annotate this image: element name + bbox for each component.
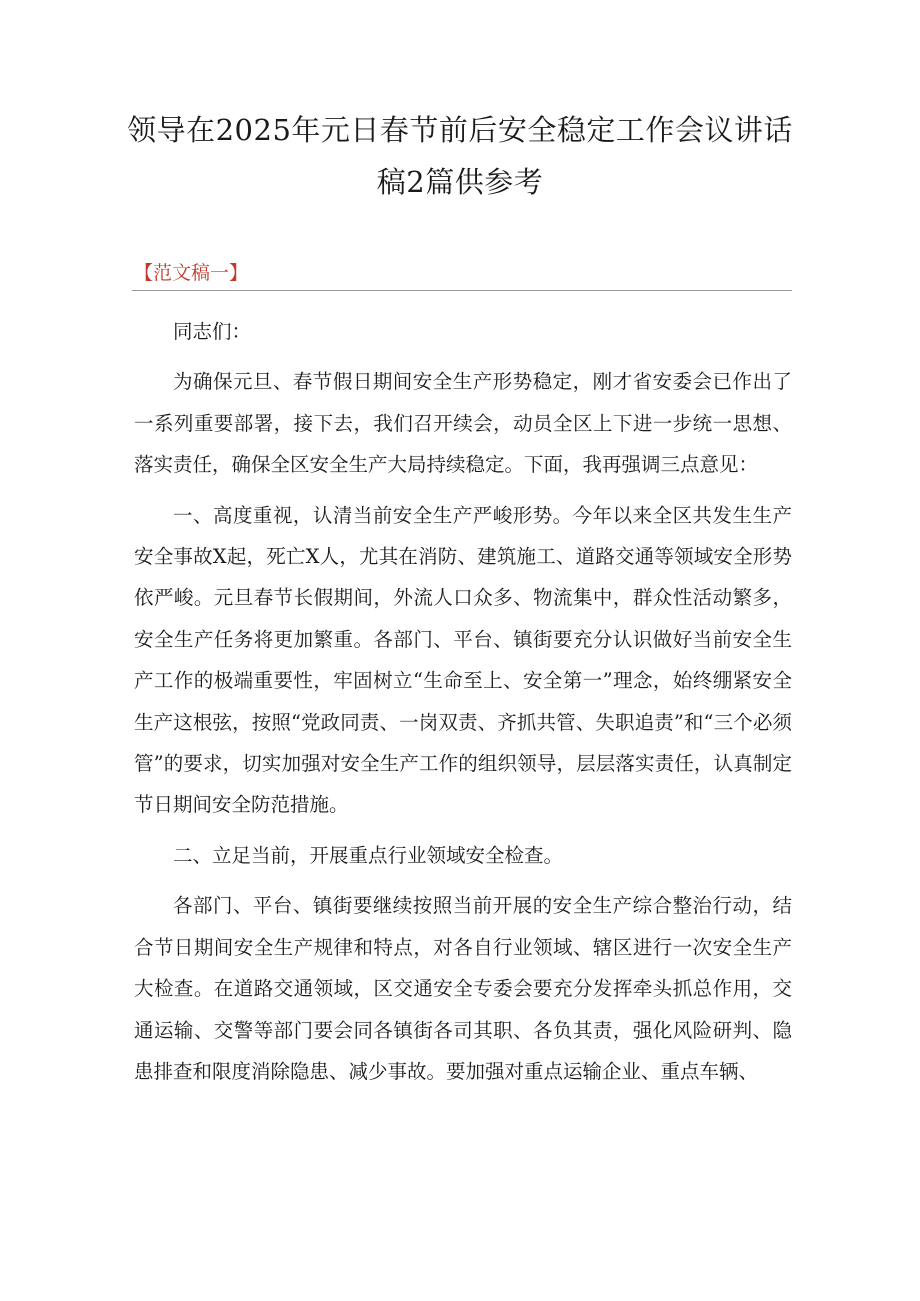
document-body xyxy=(134,311,792,1092)
section-label: 【范文稿一】 xyxy=(134,262,249,284)
paragraph-point-two-heading: 二、立足当前，开展重点行业领域安全检查。 xyxy=(173,843,564,867)
paragraph-intro: 为确保元旦、春节假日期间安全生产形势稳定，刚才省安委会已作出了一系列重要部署，接下去，我们召开续会，动员全区上下进一步统一思想、落实责任，确保全区安全生产大局持续稳定。下面，我再强调三点意见： xyxy=(134,370,792,477)
paragraph-point-two-body: 各部门、平台、镇街要继续按照当前开展的安全生产综合整治行动，结合节日期间安全生产规律和特点，对各自行业领域、辖区进行一次安全生产大检查。在道路交通领域，区交通安全专委会要充分发挥牵头抓总作用，交通运输、交警等部门要会同各镇街各司其职、各负其责，强化风险研判、隐患排查和限度消除隐患、减少事故。要加强对重点运输企业、重点车辆、 xyxy=(134,894,792,1083)
title-line-1: 领导在2025年元日春节前后安全稳定工作会议讲话 xyxy=(127,113,793,147)
section-divider xyxy=(132,290,792,291)
document-title xyxy=(120,104,800,208)
title-line-2: 稿2篇供参考 xyxy=(376,165,544,199)
paragraph-point-one: 一、高度重视，认清当前安全生产严峻形势。今年以来全区共发生生产安全事故X起，死亡X人，尤其在消防、建筑施工、道路交通等领域安全形势依严峻。元旦春节长假期间，外流人口众多、物流集中，群众性活动繁多，安全生产任务将更加繁重。各部门、平台、镇街要充分认识做好当前安全生产工作的极端重要性，牢固树立“生命至上、安全第一”理念，始终绷紧安全生产这根弦，按照“党政同责、一岗双责、齐抓共管、失职追责”和“三个必须管”的要求，切实加强对安全生产工作的组织领导，层层落实责任，认真制定节日期间安全防范措施。 xyxy=(134,503,792,817)
paragraph-salutation: 同志们： xyxy=(173,320,252,343)
